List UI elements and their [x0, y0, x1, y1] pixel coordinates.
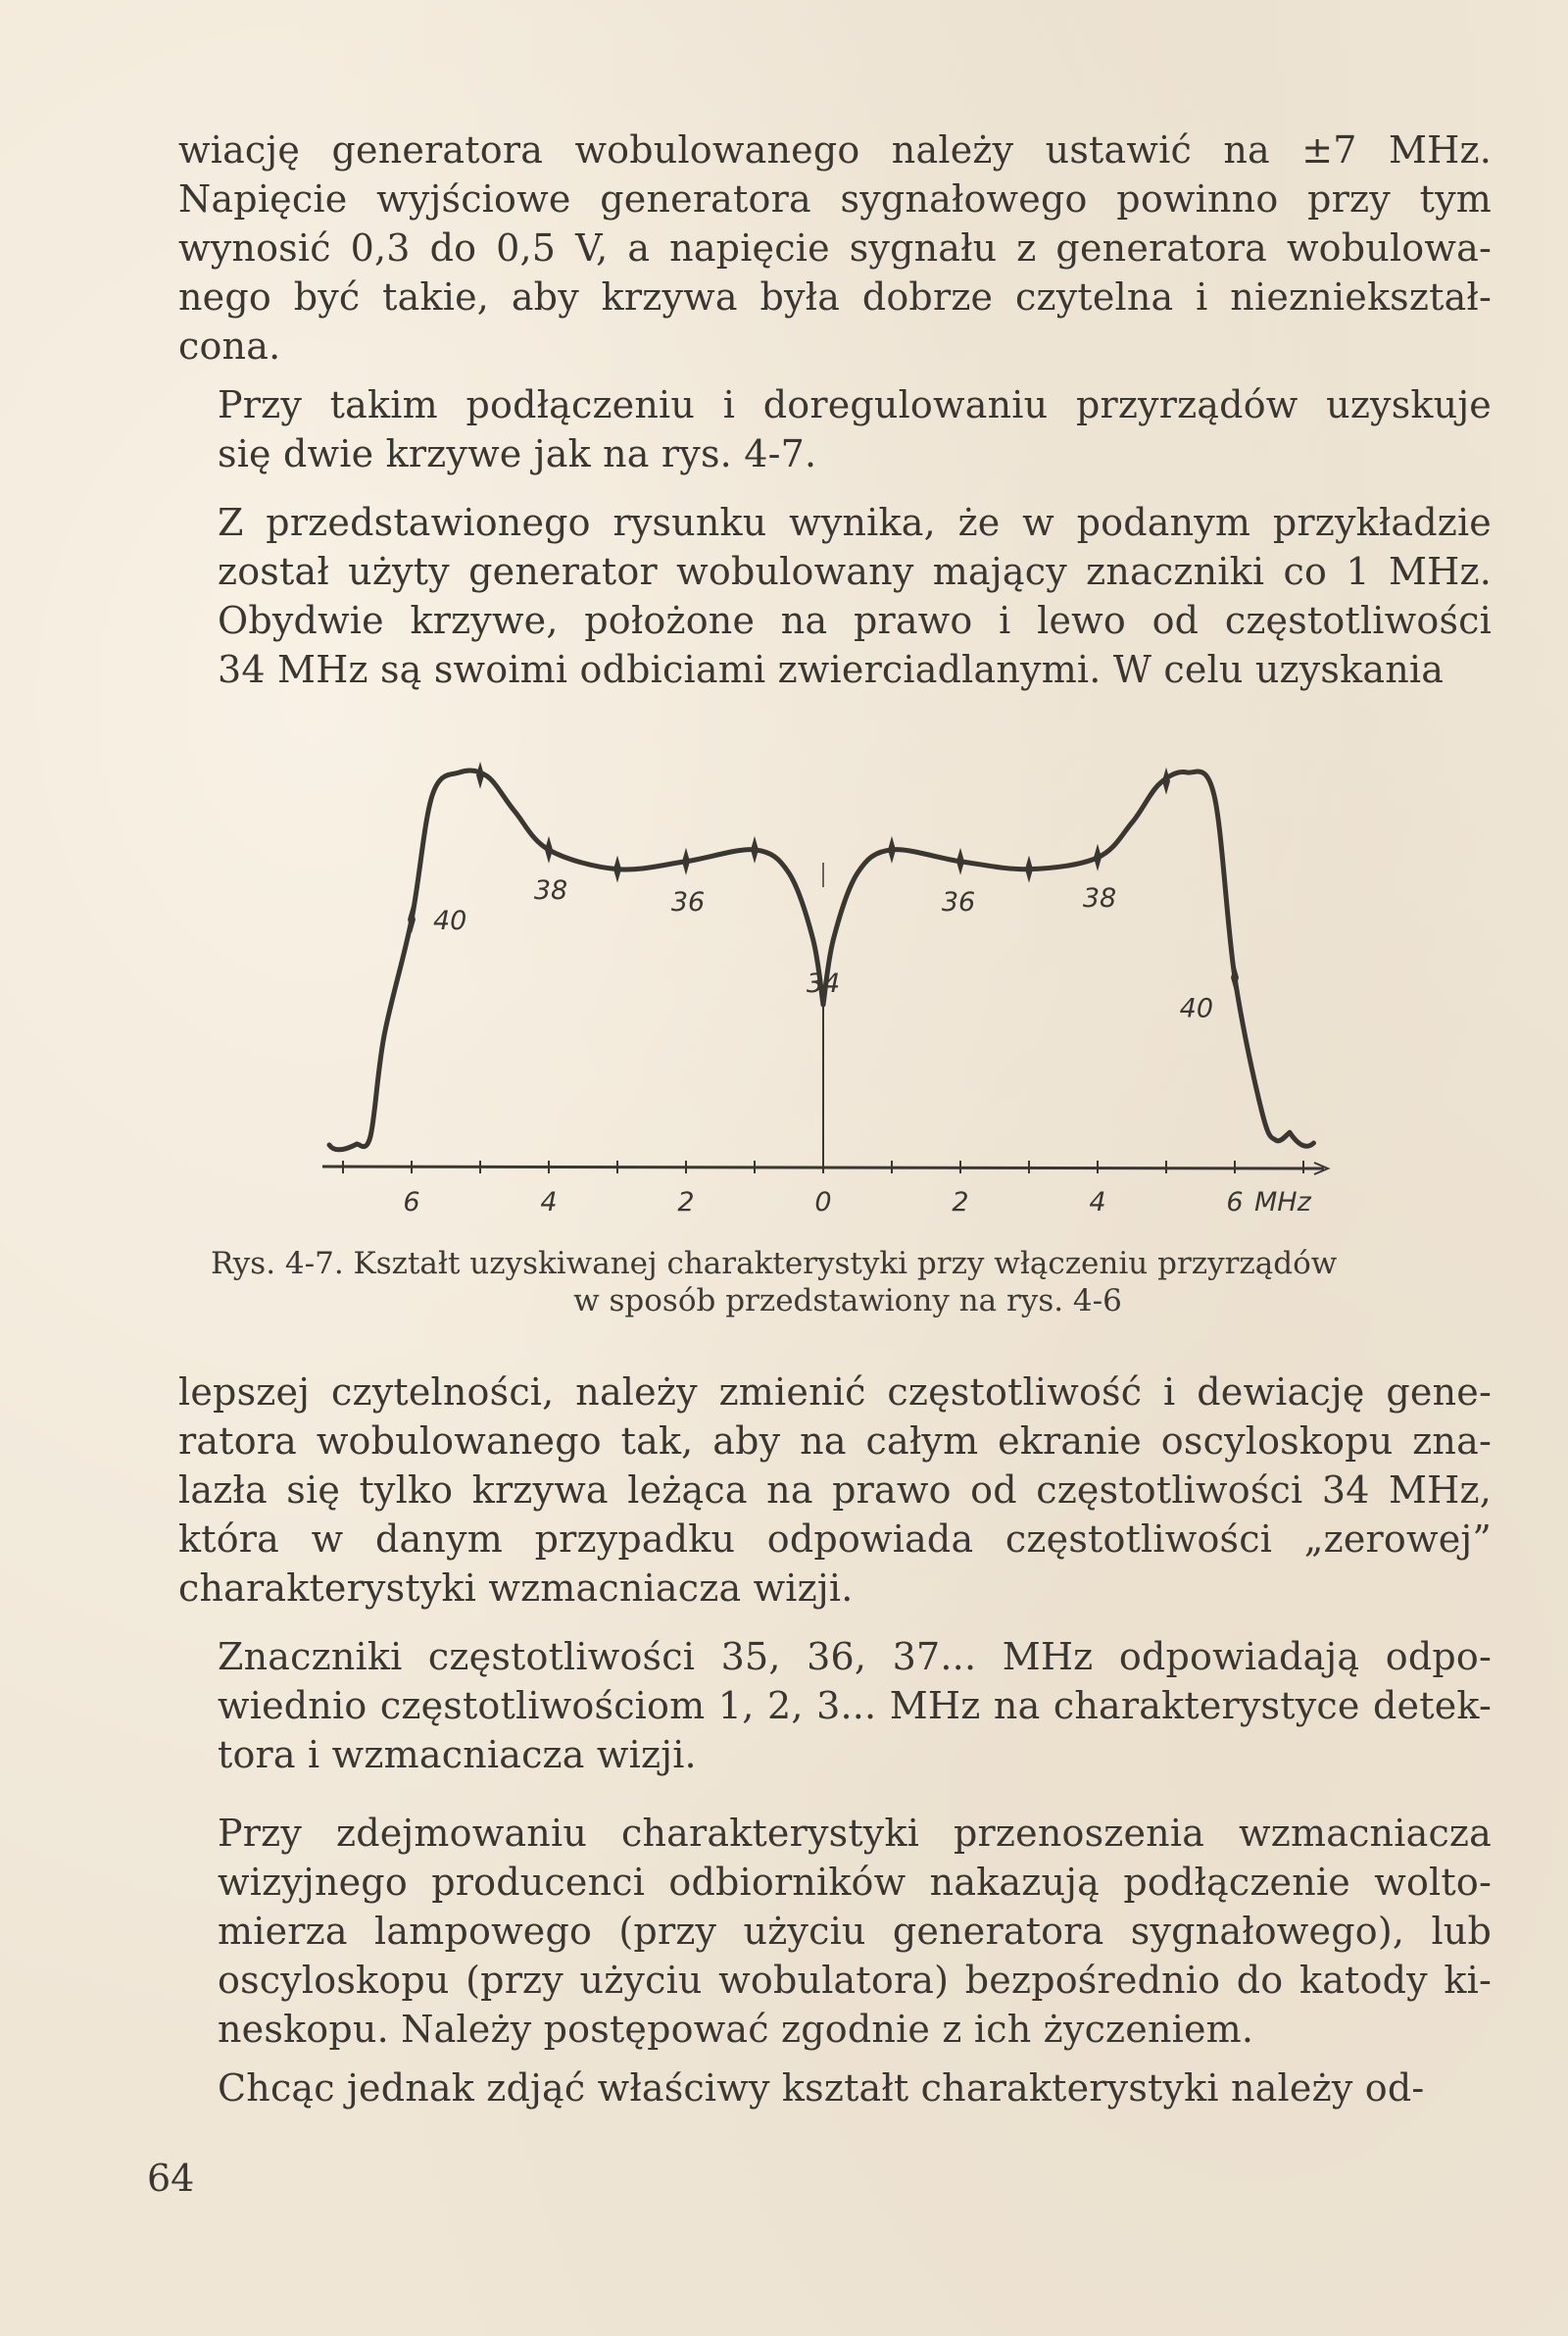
curve-right-curve	[823, 771, 1290, 1141]
text-line: lazła się tylko krzywa leżąca na prawo od częstotliwości 34 MHz,	[178, 1468, 1492, 1512]
marker-label: 34	[806, 969, 841, 999]
frequency-marker	[888, 836, 896, 864]
marker-label: 38	[1082, 882, 1117, 914]
x-tick-label: 6	[403, 1187, 420, 1218]
text-line: tora i wzmacniacza wizji.	[218, 1733, 697, 1776]
text-line: neskopu. Należy postępować zgodnie z ich życzeniem.	[218, 2008, 1254, 2051]
text-line: wiednio częstotliwościom 1, 2, 3... MHz na charakterystyce detek-	[218, 1684, 1492, 1727]
frequency-marker	[1162, 768, 1170, 795]
frequency-marker	[751, 836, 759, 864]
text-line: 34 MHz są swoimi odbiciami zwierciadlanymi. W celu uzyskania	[218, 648, 1445, 691]
curves	[329, 770, 1314, 1150]
text-line: mierza lampowego (przy użyciu generatora sygnałowego), lub	[218, 1910, 1492, 1953]
curve-hook	[329, 1144, 357, 1150]
x-tick-label: 6	[1226, 1187, 1244, 1218]
curve-left-mirror-curve	[357, 770, 823, 1147]
x-axis	[322, 863, 1328, 1218]
marker-label: 40	[1179, 993, 1213, 1024]
frequency-marker	[613, 856, 621, 883]
text-line: wiację generatora wobulowanego należy ustawić na ±7 MHz.	[178, 128, 1492, 172]
text-line: wizyjnego producenci odbiorników nakazują podłączenie wolto-	[218, 1861, 1492, 1904]
x-unit-label: MHz	[1254, 1187, 1311, 1218]
text-line: Przy takim podłączeniu i doregulowaniu przyrządów uzyskuje	[218, 383, 1492, 426]
marker-label: 40	[433, 906, 467, 936]
marker-label: 38	[533, 874, 568, 906]
caption-line: w sposób przedstawiony na rys. 4-6	[573, 1283, 1122, 1318]
text-line: się dwie krzywe jak na rys. 4-7.	[218, 432, 817, 475]
text-line: która w danym przypadku odpowiada częstotliwości „zerowej”	[178, 1517, 1492, 1561]
frequency-marker	[956, 848, 964, 875]
text-line: cona.	[178, 324, 281, 368]
text-line: został użyty generator wobulowany mający znaczniki co 1 MHz.	[218, 550, 1492, 593]
x-tick-label: 0	[814, 1187, 832, 1218]
text-line: oscyloskopu (przy użyciu wobulatora) bezpośrednio do katody ki-	[218, 1959, 1492, 2002]
x-tick-label: 2	[952, 1187, 969, 1218]
paragraph	[178, 1632, 1492, 1779]
curve-hook	[1290, 1132, 1314, 1146]
text-line: Przy zdejmowaniu charakterystyki przenoszenia wzmacniacza	[218, 1812, 1492, 1855]
marker-label: 36	[670, 886, 706, 918]
text-line: nego być takie, aby krzywa była dobrze czytelna i niezniekształ-	[178, 275, 1492, 319]
text-line: ratora wobulowanego tak, aby na całym ekranie oscyloskopu zna-	[178, 1419, 1492, 1463]
caption-line: Rys. 4-7. Kształt uzyskiwanej charakterystyki przy włączeniu przyrządów	[211, 1246, 1338, 1281]
text-line: wynosić 0,3 do 0,5 V, a napięcie sygnału z generatora wobulowa-	[178, 226, 1492, 270]
text-line: charakterystyki wzmacniacza wizji.	[178, 1566, 854, 1610]
paragraph	[178, 1367, 1492, 1613]
frequency-marker	[545, 836, 553, 864]
text-line: Z przedstawionego rysunku wynika, że w podanym przykładzie	[218, 501, 1492, 544]
page-number: 64	[147, 2157, 195, 2200]
figure-caption	[211, 1245, 1485, 1319]
frequency-marker	[682, 848, 690, 875]
x-tick-label: 4	[1089, 1187, 1106, 1218]
paragraph	[178, 1809, 1492, 2054]
text-line: lepszej czytelności, należy zmienić częstotliwość i dewiację gene-	[178, 1370, 1492, 1414]
frequency-marker	[1094, 844, 1102, 871]
x-tick-label: 2	[677, 1187, 695, 1218]
text-line: Napięcie wyjściowe generatora sygnałowego powinno przy tym	[178, 177, 1492, 221]
marker-label: 36	[941, 886, 976, 918]
paragraph	[178, 2063, 1492, 2112]
text-line: Obydwie krzywe, położone na prawo i lewo od częstotliwości	[218, 599, 1492, 642]
frequency-marker	[1025, 856, 1033, 883]
frequency-marker	[476, 762, 484, 789]
x-tick-label: 4	[540, 1187, 558, 1218]
text-line: Znaczniki częstotliwości 35, 36, 37... MHz odpowiadają odpo-	[218, 1635, 1492, 1678]
text-line: Chcąc jednak zdjąć właściwy kształt charakterystyki należy od-	[218, 2066, 1425, 2110]
